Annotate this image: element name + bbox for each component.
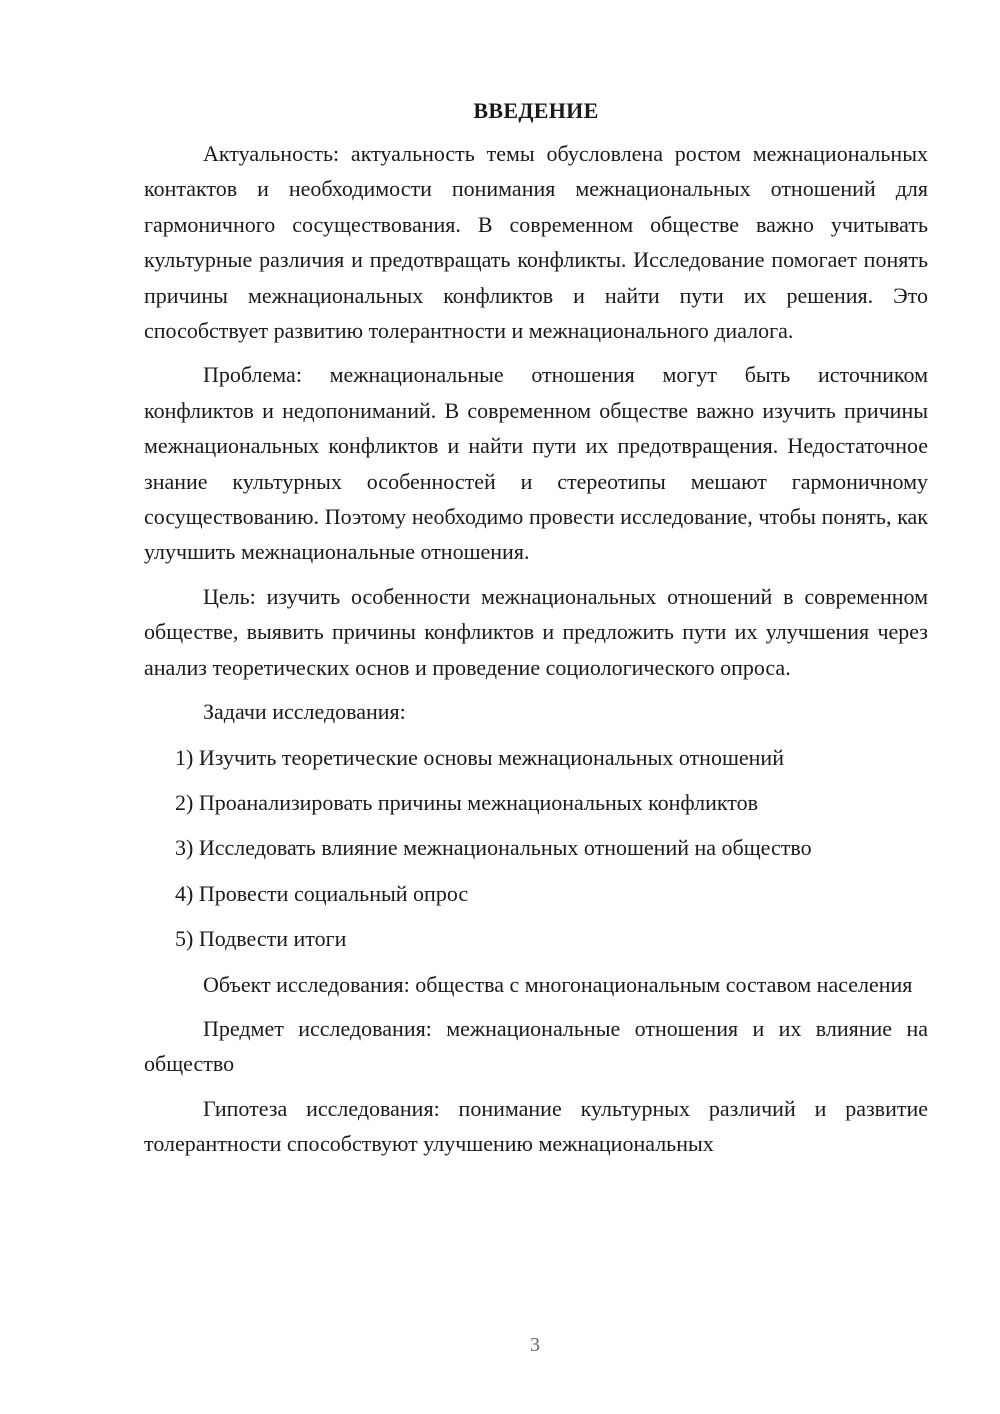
document-page xyxy=(144,96,928,1171)
paragraph-problem: Проблема: межнациональные отношения могут быть источником конфликтов и недопониманий. В современном обществе важно изучить причины межнациональных конфликтов и найти пути их предотвращения. Недостаточное знание культурных особенностей и стереотипы мешают гармоничному сосуществованию. Поэтому необходимо провести исследование, чтобы понять, как улучшить межнациональные отношения. xyxy=(144,362,928,565)
list-item: 1) Изучить теоретические основы межнациональных отношений xyxy=(175,744,784,770)
paragraph-relevance: Актуальность: актуальность темы обусловлена ростом межнациональных контактов и необходимости понимания межнациональных отношений для гармоничного сосуществования. В современном обществе важно учитывать культурные различия и предотвращать конфликты. Исследование помогает понять причины межнациональных конфликтов и найти пути их решения. Это способствует развитию толерантности и межнационального диалога. xyxy=(144,141,928,344)
paragraph-subject: Предмет исследования: межнациональные отношения и их влияние на общество xyxy=(144,1015,928,1077)
paragraph-hypothesis: Гипотеза исследования: понимание культурных различий и развитие толерантности способствуют улучшению межнациональных xyxy=(144,1095,928,1157)
page-number: 3 xyxy=(530,1334,540,1356)
list-item: 2) Проанализировать причины межнациональных конфликтов xyxy=(175,789,758,815)
list-item: 4) Провести социальный опрос xyxy=(175,880,469,906)
paragraph-object: Объект исследования: общества с многонациональным составом населения xyxy=(203,971,913,997)
list-item: 5) Подвести итоги xyxy=(175,926,347,952)
tasks-list xyxy=(144,740,928,957)
page-title: ВВЕДЕНИЕ xyxy=(473,98,599,123)
paragraph-goal: Цель: изучить особенности межнациональных отношений в современном обществе, выявить причины конфликтов и предложить пути их улучшения через анализ теоретических основ и проведение социологического опроса. xyxy=(144,583,928,680)
list-item: 3) Исследовать влияние межнациональных отношений на общество xyxy=(175,835,812,861)
tasks-heading: Задачи исследования: xyxy=(203,699,406,725)
